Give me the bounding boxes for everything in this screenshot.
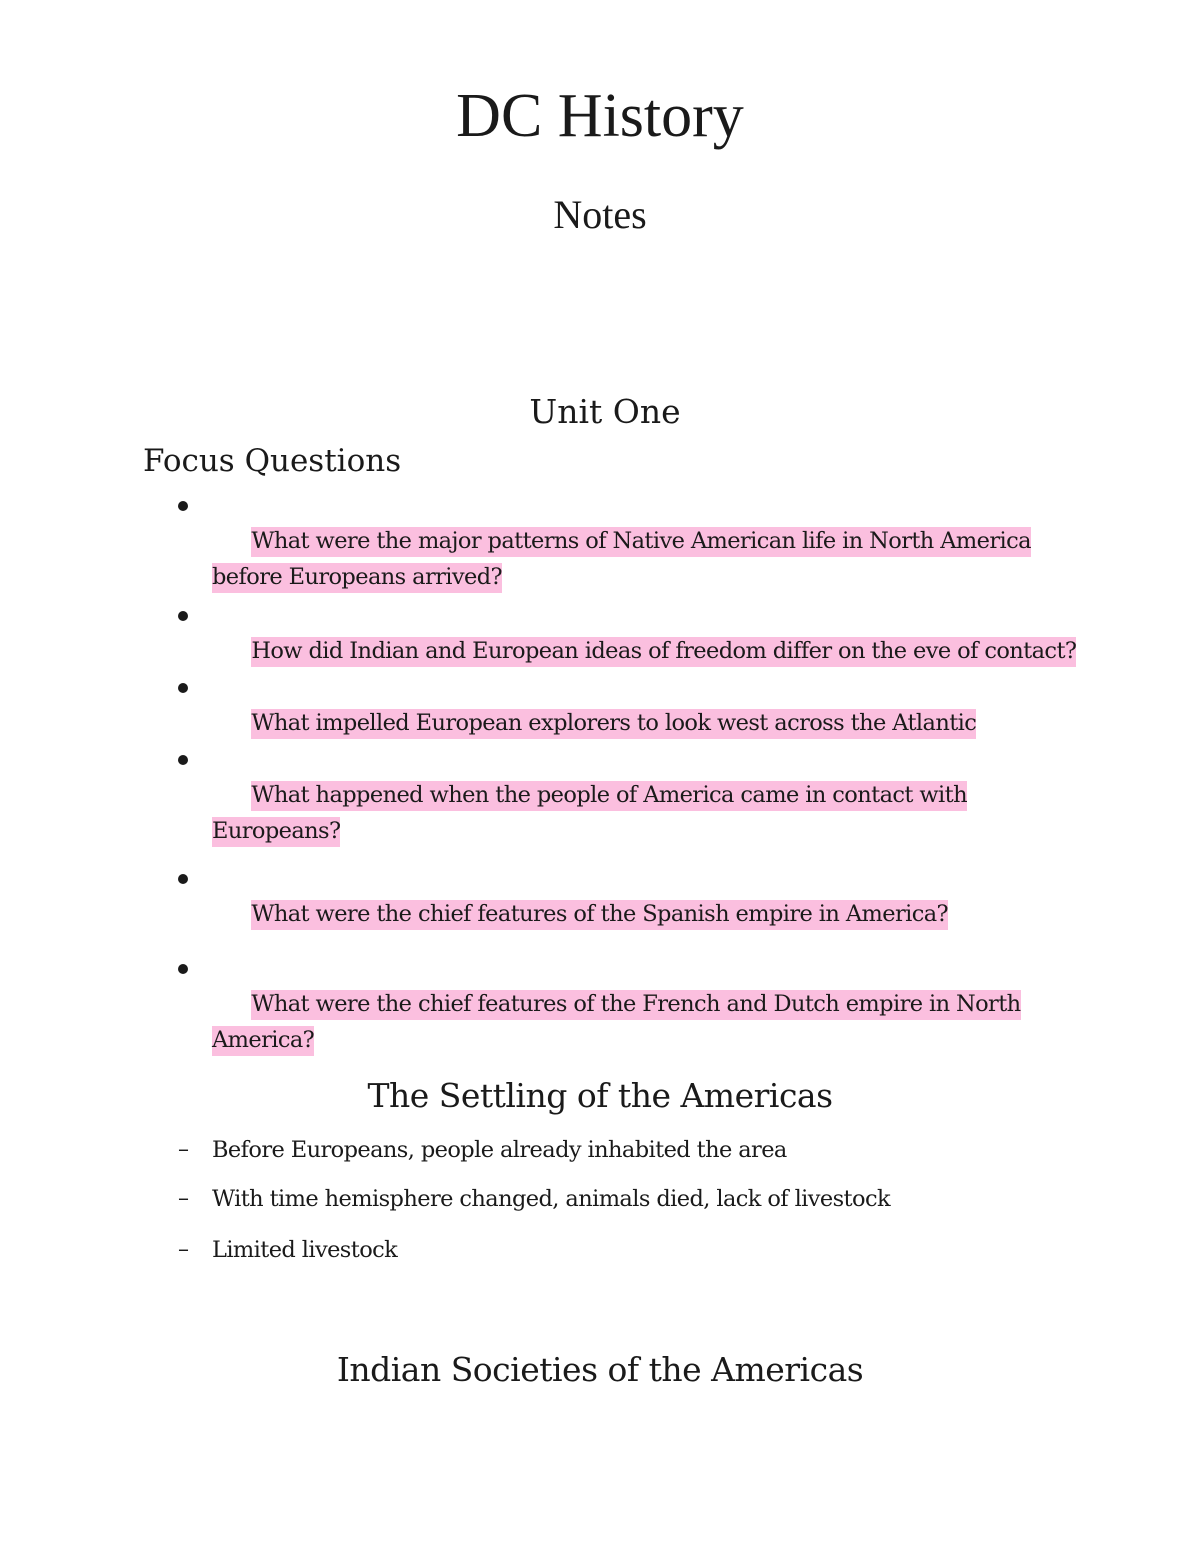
highlighted-text: before Europeans arrived?	[212, 563, 502, 593]
highlighted-text: What were the chief features of the French and Dutch empire in North	[251, 990, 1020, 1020]
indian-societies-heading: Indian Societies of the Americas	[336, 1350, 864, 1389]
unit-heading: Unit One	[529, 392, 681, 431]
note-text: Limited livestock	[212, 1237, 398, 1263]
highlighted-text: How did Indian and European ideas of freedom differ on the eve of contact?	[251, 637, 1076, 667]
dash-marker: –	[178, 1186, 189, 1211]
bullet-icon	[178, 683, 188, 693]
settling-heading: The Settling of the Americas	[367, 1076, 833, 1115]
note-text: With time hemisphere changed, animals died, lack of livestock	[212, 1186, 890, 1212]
highlighted-text: America?	[212, 1026, 314, 1056]
highlighted-text: What were the chief features of the Spanish empire in America?	[251, 900, 948, 930]
document-title: DC History	[456, 82, 744, 150]
bullet-icon	[178, 611, 188, 621]
document-subtitle: Notes	[553, 192, 647, 237]
focus-questions-heading: Focus Questions	[143, 443, 402, 479]
note-text: Before Europeans, people already inhabited the area	[212, 1137, 787, 1163]
highlighted-text: What impelled European explorers to look west across the Atlantic	[251, 709, 976, 739]
dash-marker: –	[178, 1237, 189, 1262]
bullet-icon	[178, 755, 188, 765]
bullet-icon	[178, 964, 188, 974]
bullet-icon	[178, 874, 188, 884]
highlighted-text: Europeans?	[212, 817, 340, 847]
highlighted-text: What were the major patterns of Native American life in North America	[251, 527, 1031, 557]
bullet-icon	[178, 501, 188, 511]
dash-marker: –	[178, 1137, 189, 1162]
highlighted-text: What happened when the people of America came in contact with	[251, 781, 967, 811]
